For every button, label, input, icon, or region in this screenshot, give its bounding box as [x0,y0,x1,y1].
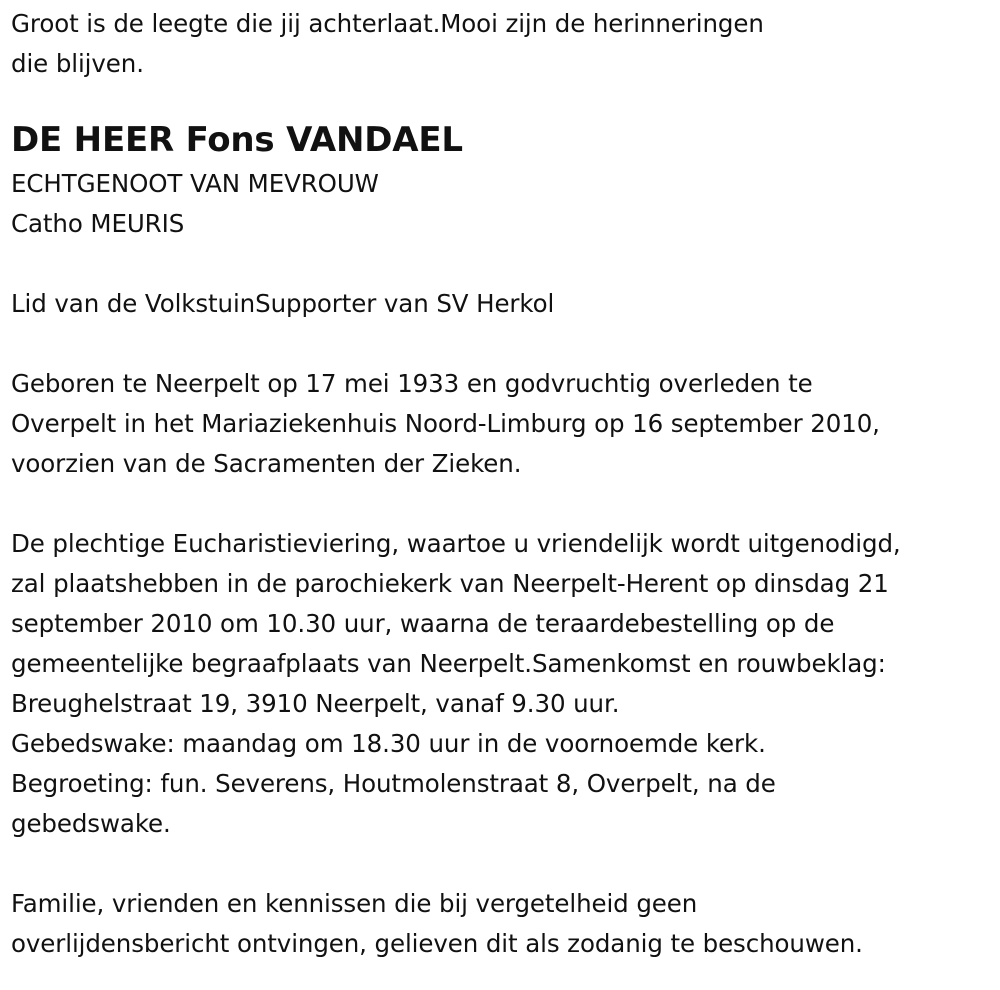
closing-paragraph [11,884,996,964]
ceremony-line: Begroeting: fun. Severens, Houtmolenstraat 8, Overpelt, na de [11,769,776,798]
ceremony-line: gemeentelijke begraafplaats van Neerpelt.Samenkomst en rouwbeklag: [11,649,886,678]
motto-line: die blijven. [11,49,144,78]
spacer [11,324,996,364]
spouse-line: ECHTGENOOT VAN MEVROUW [11,169,379,198]
spouse-line: Catho MEURIS [11,209,185,238]
memberships-line: Lid van de VolkstuinSupporter van SV Herkol [11,289,555,318]
ceremony-line: Breughelstraat 19, 3910 Neerpelt, vanaf 9.30 uur. [11,689,620,718]
spacer [11,844,996,884]
birth-death-line: Geboren te Neerpelt op 17 mei 1933 en godvruchtig overleden te [11,369,813,398]
ceremony-line: gebedswake. [11,809,171,838]
motto-line: Groot is de leegte die jij achterlaat.Mooi zijn de herinneringen [11,9,764,38]
ceremony-line: zal plaatshebben in de parochiekerk van Neerpelt-Herent op dinsdag 21 [11,569,889,598]
ceremony-line: Gebedswake: maandag om 18.30 uur in de voornoemde kerk. [11,729,766,758]
birth-death-line: Overpelt in het Mariaziekenhuis Noord-Limburg op 16 september 2010, [11,409,880,438]
ceremony-paragraph [11,524,996,844]
birth-death-paragraph [11,364,996,484]
memberships [11,284,996,324]
ceremony-line: De plechtige Eucharistieviering, waartoe u vriendelijk wordt uitgenodigd, [11,529,901,558]
spouse-block [11,164,996,244]
closing-line: Familie, vrienden en kennissen die bij vergetelheid geen [11,889,698,918]
birth-death-line: voorzien van de Sacramenten der Zieken. [11,449,522,478]
deceased-name: DE HEER Fons VANDAEL [11,120,463,160]
motto [11,4,996,84]
ceremony-line: september 2010 om 10.30 uur, waarna de teraardebestelling op de [11,609,835,638]
obituary-notice [11,4,996,964]
closing-line: overlijdensbericht ontvingen, gelieven dit als zodanig te beschouwen. [11,929,863,958]
spacer [11,484,996,524]
spacer [11,244,996,284]
